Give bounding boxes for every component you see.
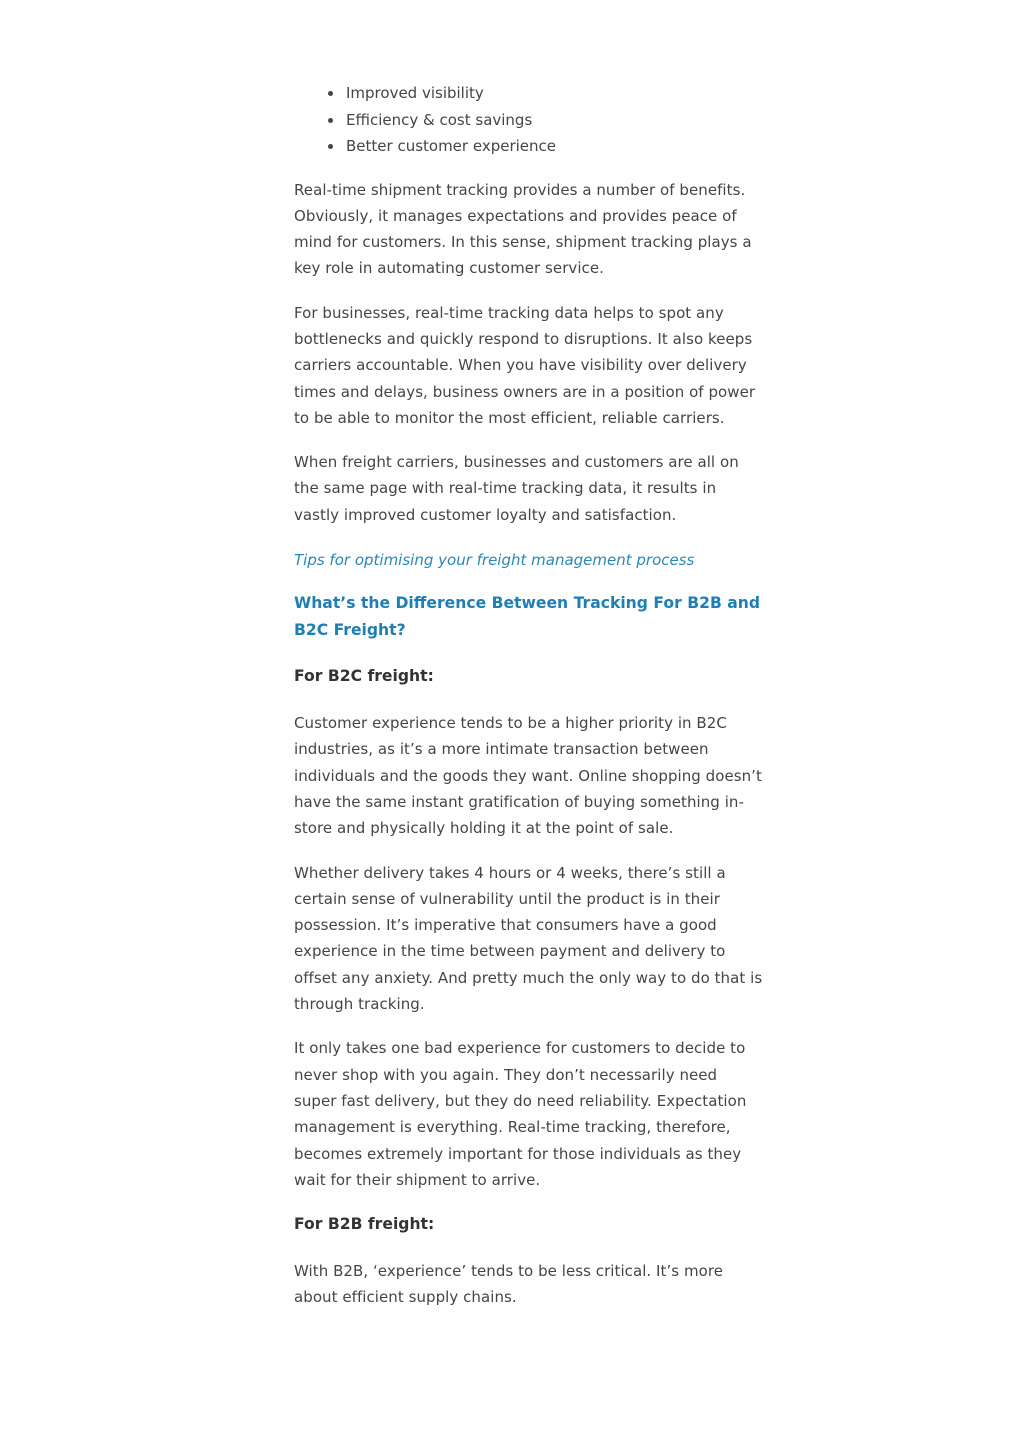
list-item-text: Improved visibility <box>346 84 484 102</box>
section-heading: What’s the Difference Between Tracking For B2B and B2C Freight? <box>294 594 761 640</box>
freight-tips-link[interactable]: Tips for optimising your freight management process <box>294 551 695 570</box>
list-item <box>346 107 764 134</box>
paragraph-b2b: With B2B, ‘experience’ tends to be less critical. It’s more about efficient supply chains. <box>294 1262 724 1307</box>
benefits-list <box>294 80 764 160</box>
paragraph-b2c-delivery: Whether delivery takes 4 hours or 4 weeks, there’s still a certain sense of vulnerability until the product is in their possession. It’s imperative that consumers have a good experience in the time between payment and delivery to offset any anxiety. And pretty much the only way to do that is through tracking. <box>294 863 763 1014</box>
list-item <box>346 133 764 160</box>
paragraph-loyalty: When freight carriers, businesses and customers are all on the same page with real-time tracking data, it results in vastly improved customer loyalty and satisfaction. <box>294 453 739 524</box>
bullet-icon <box>328 118 333 123</box>
b2c-heading: For B2C freight: <box>294 667 434 686</box>
paragraph-businesses: For businesses, real-time tracking data helps to spot any bottlenecks and quickly respond to disruptions. It also keeps carriers accountable. When you have visibility over delivery times and delays, business owners are in a position of power to be able to monitor the most efficient, reliable carriers. <box>294 303 756 427</box>
bullet-icon <box>328 91 333 96</box>
list-item-text: Better customer experience <box>346 137 556 155</box>
list-item <box>346 80 764 107</box>
paragraph-b2c-priority: Customer experience tends to be a higher priority in B2C industries, as it’s a more intimate transaction between individuals and the goods they want. Online shopping doesn’t have the same instant gratification of buying something in-store and physically holding it at the point of sale. <box>294 714 762 838</box>
bullet-icon <box>328 144 333 149</box>
article-body <box>294 80 764 1311</box>
b2b-heading: For B2B freight: <box>294 1215 435 1234</box>
paragraph-b2c-reliability: It only takes one bad experience for customers to decide to never shop with you again. They don’t necessarily need super fast delivery, but they do need reliability. Expectation management is everything. Real-time tracking, therefore, becomes extremely important for those individuals as they wait for their shipment to arrive. <box>294 1039 747 1189</box>
paragraph-benefits: Real-time shipment tracking provides a number of benefits. Obviously, it manages expectations and provides peace of mind for customers. In this sense, shipment tracking plays a key role in automating customer service. <box>294 180 752 278</box>
list-item-text: Efficiency & cost savings <box>346 110 533 129</box>
